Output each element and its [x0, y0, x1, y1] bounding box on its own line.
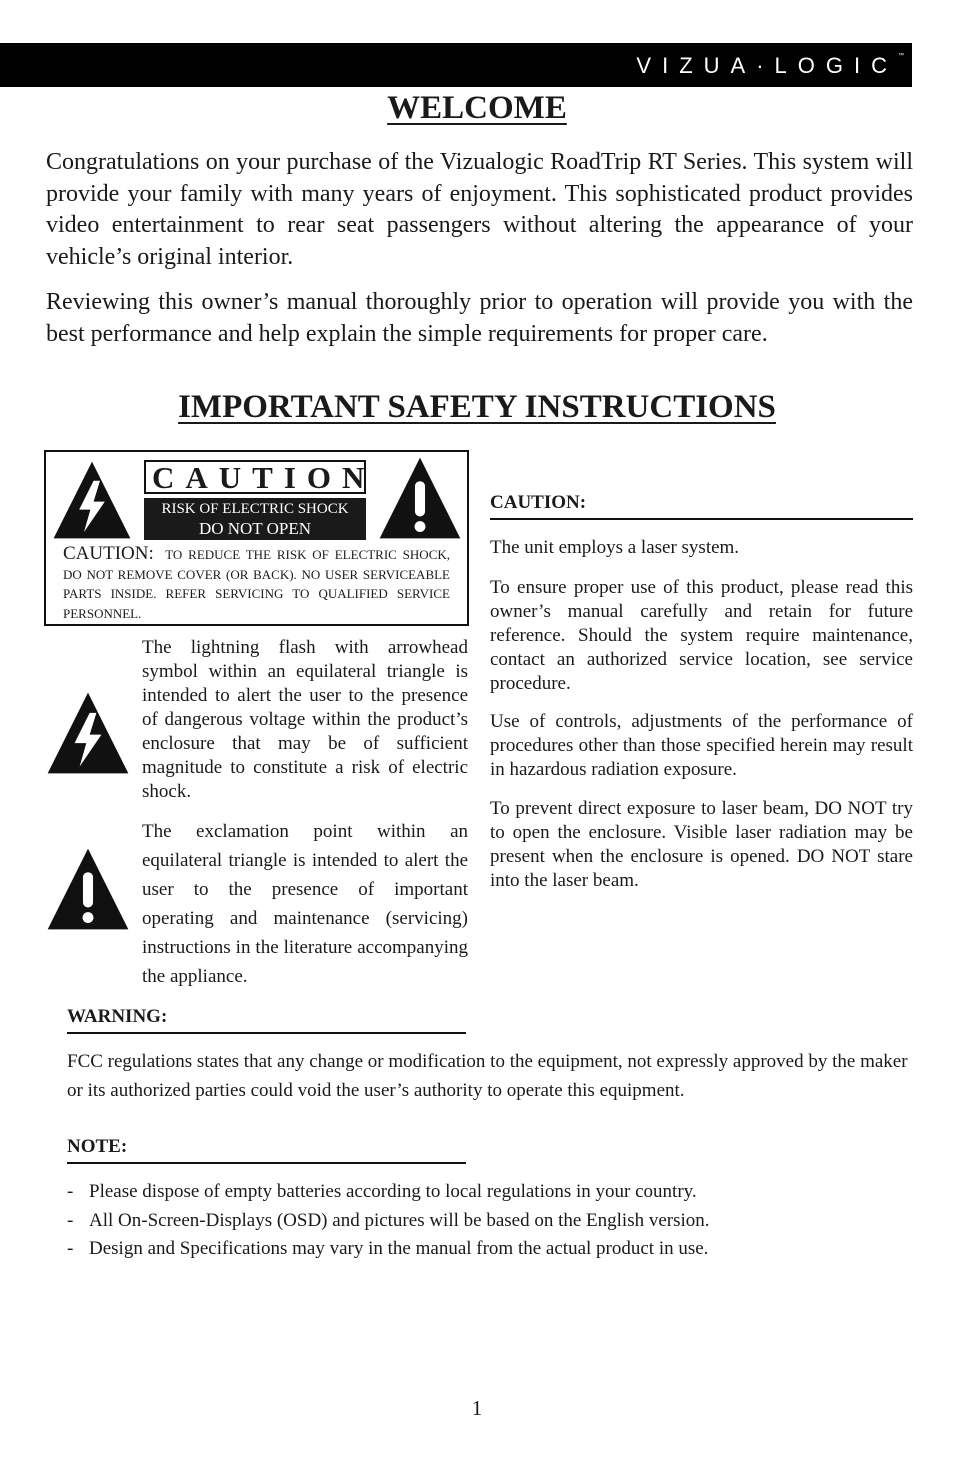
warning-text: FCC regulations states that any change or modification to the equipment, not expressly approved by the maker or its authorized parties could void the user’s authority to operate this equipment. [67, 1051, 908, 1101]
note-item: - Please dispose of empty batteries according to local regulations in your country. [67, 1178, 917, 1207]
safety-title: IMPORTANT SAFETY INSTRUCTIONS [178, 389, 776, 425]
page-number: 1 [471, 1396, 483, 1420]
note-heading: NOTE: [67, 1136, 466, 1164]
caution-label-text [63, 544, 450, 623]
caution-body: TO REDUCE THE RISK OF ELECTRIC SHOCK, DO NOT REMOVE COVER (OR BACK). NO USER SERVICEABLE PARTS INSIDE. REFER SERVICING TO QUALIFIED SERVICE PERSONNEL. [63, 547, 450, 621]
welcome-paragraph: Congratulations on your purchase of the Vizualogic RoadTrip RT Series. This system will provide your family with many years of enjoyment. This sophisticated product provides video entertainment to rear seat passengers without altering the appearance of your vehicle’s original interior. [46, 149, 913, 270]
exclamation-triangle-icon [46, 846, 130, 932]
caution-lead: CAUTION: [63, 543, 154, 564]
laser-caution-heading: CAUTION: [490, 492, 913, 520]
laser-caution-paragraph: To prevent direct exposure to laser beam, DO NOT try to open the enclosure. Visible laser radiation may be present when the enclosure is opened. DO NOT stare into the laser beam. [490, 798, 913, 891]
lightning-triangle-icon [46, 690, 130, 776]
welcome-paragraph: Reviewing this owner’s manual thoroughly prior to operation will provide you with the best performance and help explain the simple requirements for proper care. [46, 289, 913, 347]
caution-label-box [44, 450, 469, 626]
note-item: - Design and Specifications may vary in the manual from the actual product in use. [67, 1235, 917, 1264]
warning-heading: WARNING: [67, 1006, 466, 1034]
exclamation-triangle-icon [378, 456, 462, 540]
exclamation-symbol-description: The exclamation point within an equilateral triangle is intended to alert the user to the presence of important operating and maintenance (servicing) instructions in the literature accompanying the appliance. [142, 821, 468, 987]
band-line-risk: RISK OF ELECTRIC SHOCK [161, 501, 349, 517]
lightning-triangle-icon [51, 460, 133, 540]
laser-caution-paragraph: Use of controls, adjustments of the performance of procedures other than those specified herein may result in hazardous radiation exposure. [490, 711, 913, 780]
caution-heading: CAUTION [144, 460, 366, 494]
brand-logo: VIZUA·LOGIC™ [636, 53, 904, 78]
welcome-title: WELCOME [387, 90, 567, 126]
note-item: - All On-Screen-Displays (OSD) and pictures will be based on the English version. [67, 1207, 917, 1236]
trademark-mark: ™ [898, 53, 904, 59]
note-list [67, 1178, 917, 1264]
laser-caution-paragraph: To ensure proper use of this product, please read this owner’s manual carefully and retain for future reference. Should the system require maintenance, contact an authorized service location, see service procedure. [490, 577, 913, 694]
caution-band [144, 498, 366, 540]
header-bar [0, 43, 912, 87]
lightning-symbol-description: The lightning flash with arrowhead symbol within an equilateral triangle is intended to alert the user to the presence of dangerous voltage within the product’s enclosure that may be of sufficient magnitude to constitute a risk of electric shock. [142, 637, 468, 802]
laser-caution-paragraph: The unit employs a laser system. [490, 537, 740, 558]
band-line-do-not-open: DO NOT OPEN [198, 519, 312, 538]
